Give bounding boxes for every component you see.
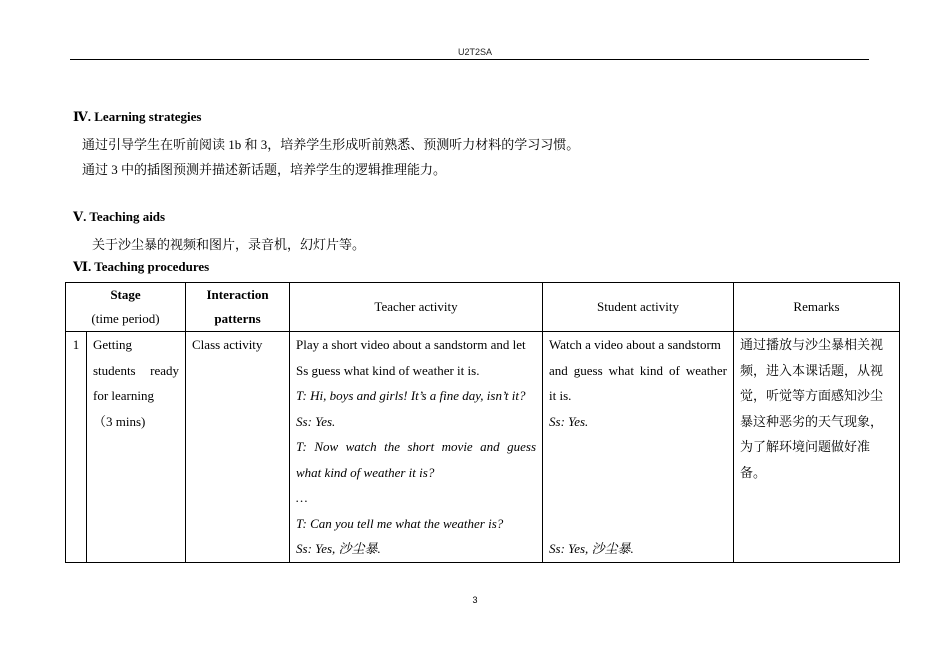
student-line: and guess what kind of weather <box>549 362 727 378</box>
remarks-line: 觉，听觉等方面感知沙尘 <box>740 388 884 403</box>
strategy-line-2: 通过 3 中的插图预测并描述新话题，培养学生的逻辑推理能力。 <box>82 162 447 177</box>
stage-line: students ready <box>93 362 180 378</box>
student-line: Ss: Yes, 沙尘暴. <box>549 541 634 556</box>
stage-line: Getting <box>93 337 132 352</box>
teacher-line: T: Hi, boys and girls! It’s a fine day, isn’t it? <box>296 388 526 403</box>
section-title-teaching-procedures: Ⅵ. Teaching procedures <box>73 259 210 274</box>
row-number: 1 <box>66 332 87 563</box>
remarks-line: 频，进入本课话题，从视 <box>740 362 884 378</box>
section-title-learning-strategies: Ⅳ. Learning strategies <box>73 109 202 124</box>
page-number: 3 <box>472 595 478 605</box>
teacher-line: T: Now watch the short movie and guess <box>296 439 536 454</box>
teacher-line: Play a short video about a sandstorm and let <box>296 337 526 352</box>
remarks-line: 备。 <box>740 464 767 480</box>
remarks-cell <box>734 332 900 563</box>
header-stage <box>66 283 186 332</box>
header-remarks: Remarks <box>734 283 900 332</box>
teacher-line: … <box>296 490 308 505</box>
strategy-line-1: 通过引导学生在听前阅读 1b 和 3，培养学生形成听前熟悉、预测听力材料的学习习惯。 <box>82 137 580 152</box>
header-interaction-2: patterns <box>214 311 261 326</box>
teacher-line: Ss: Yes, 沙尘暴. <box>296 541 381 556</box>
page-header: U2T2SA <box>457 47 492 57</box>
stage-cell <box>87 332 186 563</box>
teacher-line: Ss guess what kind of weather it is. <box>296 362 480 378</box>
teacher-activity-cell <box>290 332 543 563</box>
remarks-line: 暴这种恶劣的天气现象， <box>740 413 884 429</box>
header-student-activity: Student activity <box>543 283 734 332</box>
remarks-line: 为了解环境问题做好准 <box>740 439 871 454</box>
student-line: it is. <box>549 388 572 403</box>
student-activity-cell <box>543 332 734 563</box>
section-title-teaching-aids: Ⅴ. Teaching aids <box>73 209 166 224</box>
student-line: Ss: Yes. <box>549 413 589 429</box>
table-header-row <box>66 283 900 332</box>
header-stage-label: Stage <box>110 287 141 302</box>
teacher-line: Ss: Yes. <box>296 413 336 429</box>
header-teacher-activity: Teacher activity <box>290 283 543 332</box>
remarks-line: 通过播放与沙尘暴相关视 <box>740 337 884 352</box>
table-row <box>66 332 900 563</box>
header-interaction-1: Interaction <box>206 287 269 302</box>
stage-line: for learning <box>93 388 155 403</box>
header-interaction <box>186 283 290 332</box>
teacher-line: T: Can you tell me what the weather is? <box>296 515 504 531</box>
interaction-cell: Class activity <box>186 332 290 563</box>
stage-line: （3 mins) <box>93 413 146 429</box>
teaching-procedures-table <box>65 282 900 563</box>
header-rule <box>70 59 869 60</box>
teaching-aids-line: 关于沙尘暴的视频和图片，录音机，幻灯片等。 <box>92 237 366 252</box>
header-stage-sub: (time period) <box>91 311 160 326</box>
student-line: Watch a video about a sandstorm <box>549 337 721 352</box>
teacher-line: what kind of weather it is? <box>296 464 435 480</box>
